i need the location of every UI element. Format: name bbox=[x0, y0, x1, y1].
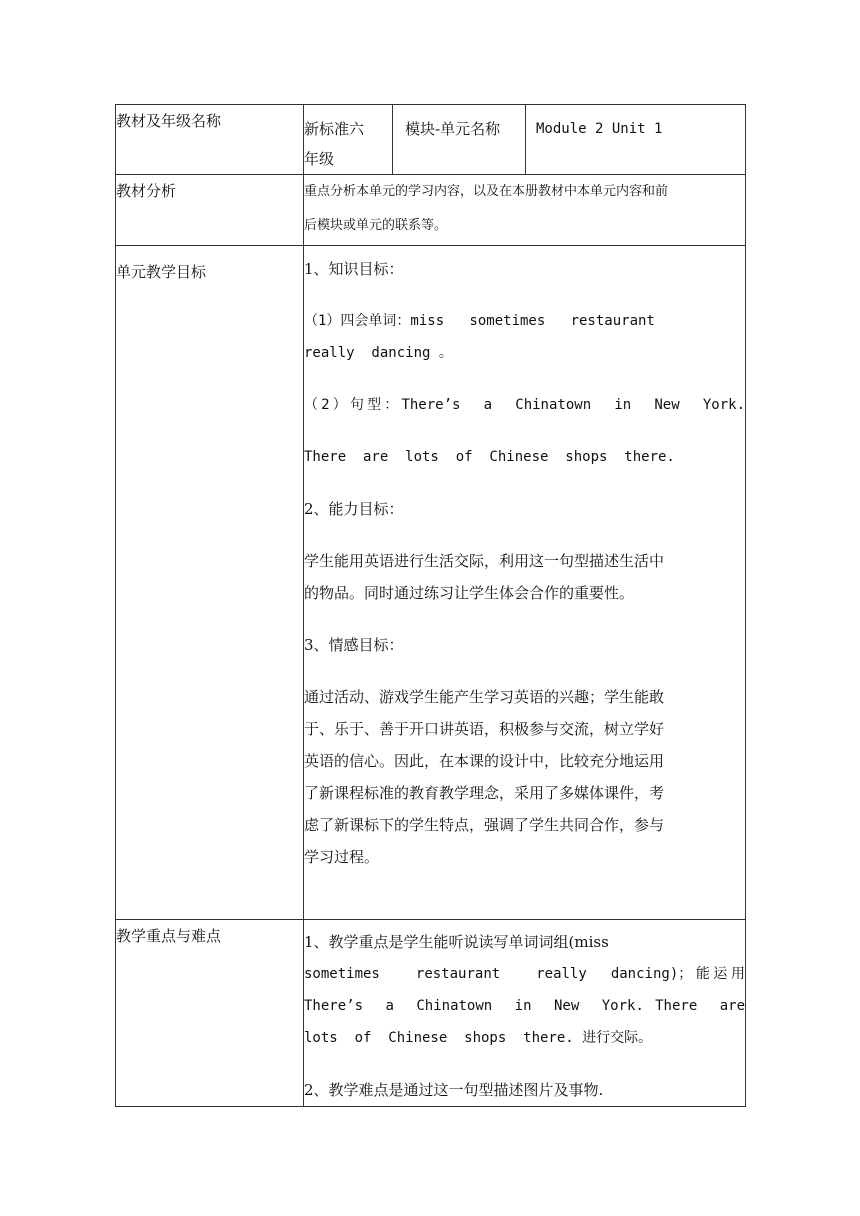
row-key-difficult-points bbox=[116, 920, 746, 1107]
module-label-cell: 模块-单元名称 bbox=[393, 105, 526, 175]
words-line2: really dancing 。 bbox=[304, 345, 453, 361]
key-line3: There’s a Chinatown in New York. There are bbox=[304, 998, 745, 1014]
key-line2: sometimes restaurant really dancing)；能运用 bbox=[304, 966, 745, 982]
row-textbook-analysis bbox=[116, 175, 746, 246]
grade-line2: 年级 bbox=[304, 150, 335, 168]
emotion-line4: 了新课程标准的教育教学理念，采用了多媒体课件，考 bbox=[304, 784, 665, 802]
knowledge-heading: 1、知识目标： bbox=[304, 260, 404, 278]
words-line1: （1）四会单词：miss sometimes restaurant bbox=[304, 313, 655, 329]
label-key-difficult-points: 教学重点与难点 bbox=[116, 920, 304, 1107]
lesson-plan-table bbox=[115, 104, 746, 1107]
key-line1: 1、教学重点是学生能听说读写单词词组(miss bbox=[304, 933, 609, 951]
analysis-line2: 后模块或单元的联系等。 bbox=[304, 218, 448, 233]
analysis-line1: 重点分析本单元的学习内容，以及在本册教材中本单元内容和前 bbox=[304, 184, 669, 199]
difficulty-line: 2、教学难点是通过这一句型描述图片及事物. bbox=[304, 1081, 604, 1099]
pattern-line1: （2）句型：There’s a Chinatown in New York. bbox=[304, 397, 745, 413]
row-unit-objectives bbox=[116, 246, 746, 920]
label-unit-objectives: 单元教学目标 bbox=[116, 246, 304, 920]
emotion-line3: 英语的信心。因此，在本课的设计中，比较充分地运用 bbox=[304, 752, 665, 770]
label-textbook-grade: 教材及年级名称 bbox=[116, 105, 304, 175]
objectives-cell bbox=[304, 246, 746, 920]
emotion-line6: 学习过程。 bbox=[304, 848, 380, 866]
label-textbook-analysis: 教材分析 bbox=[116, 175, 304, 246]
module-value-cell: Module 2 Unit 1 bbox=[526, 105, 746, 175]
emotion-line1: 通过活动、游戏学生能产生学习英语的兴趣；学生能敢 bbox=[304, 688, 665, 706]
emotion-line2: 于、乐于、善于开口讲英语，积极参与交流，树立学好 bbox=[304, 720, 665, 738]
grade-cell bbox=[304, 105, 393, 175]
row-textbook-grade bbox=[116, 105, 746, 175]
ability-line2: 的物品。同时通过练习让学生体会合作的重要性。 bbox=[304, 584, 635, 602]
key-line4: lots of Chinese shops there. 进行交际。 bbox=[304, 1030, 653, 1046]
ability-heading: 2、能力目标： bbox=[304, 500, 404, 518]
pattern-line2: There are lots of Chinese shops there. bbox=[304, 449, 675, 465]
emotion-heading: 3、情感目标： bbox=[304, 636, 404, 654]
ability-line1: 学生能用英语进行生活交际，利用这一句型描述生活中 bbox=[304, 552, 665, 570]
emotion-line5: 虑了新课标下的学生特点，强调了学生共同合作，参与 bbox=[304, 816, 665, 834]
key-points-cell bbox=[304, 920, 746, 1107]
grade-line1: 新标准六 bbox=[304, 120, 365, 138]
analysis-cell bbox=[304, 175, 746, 246]
